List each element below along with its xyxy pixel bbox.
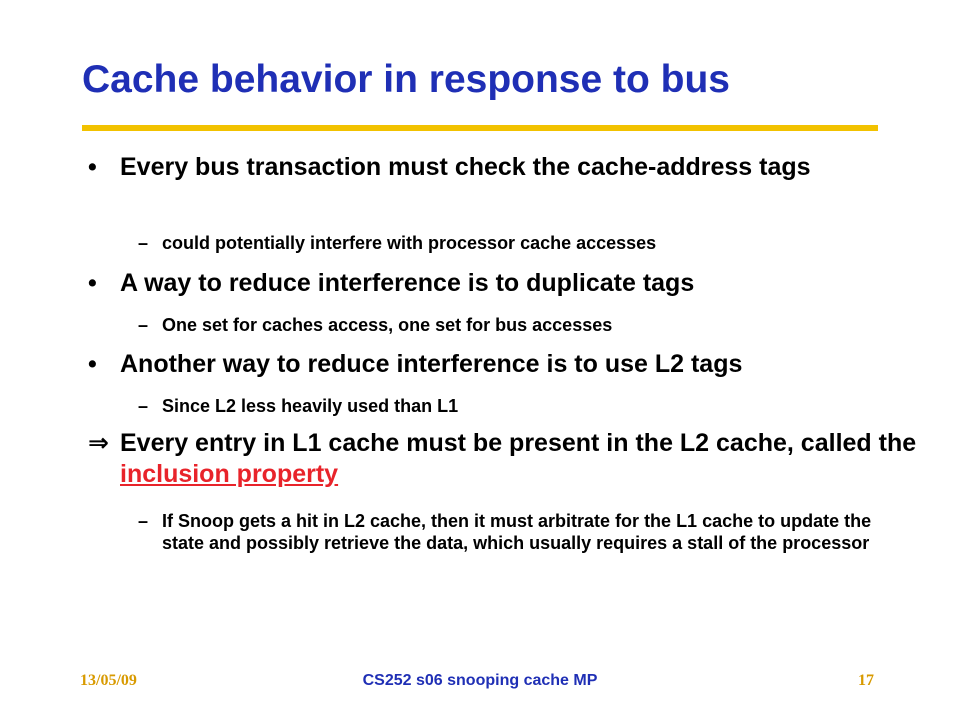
sub-bullet-marker: – [138, 233, 149, 253]
sub-bullet-4-1 [138, 510, 898, 554]
inclusion-property-link[interactable]: inclusion property [120, 460, 339, 488]
bullet-text-prefix: Every entry in L1 cache must be present in the L2 cache, called the [120, 429, 917, 457]
sub-bullet-marker: – [138, 511, 149, 531]
slide-title: Cache behavior in response to bus [82, 58, 730, 101]
sub-bullet-text: If Snoop gets a hit in L2 cache, then it must arbitrate for the L1 cache to update the state and possibly retrieve the data, which usually requires a stall of the processor [162, 511, 872, 553]
bullet-text: Every bus transaction must check the cache-address tags [120, 153, 811, 181]
sub-bullet-text: could potentially interfere with processor cache accesses [162, 233, 657, 253]
sub-bullet-1-1 [138, 232, 898, 254]
sub-bullet-text: One set for caches access, one set for bus accesses [162, 315, 613, 335]
bullet-text [120, 428, 928, 490]
bullet-marker: • [88, 269, 97, 297]
sub-bullet-3-1 [138, 395, 898, 417]
bullet-marker: • [88, 153, 97, 181]
bullet-1 [88, 152, 928, 183]
bullet-4 [88, 428, 928, 490]
sub-bullet-marker: – [138, 315, 149, 335]
bullet-2 [88, 268, 928, 299]
sub-bullet-text: Since L2 less heavily used than L1 [162, 396, 459, 416]
bullet-3 [88, 349, 928, 380]
bullet-text: A way to reduce interference is to duplicate tags [120, 269, 695, 297]
implies-arrow-icon: ⇒ [88, 429, 109, 457]
bullet-marker: • [88, 350, 97, 378]
sub-bullet-2-1 [138, 314, 898, 336]
footer-date: 13/05/09 [80, 672, 137, 689]
footer-title: CS252 s06 snooping cache MP [362, 672, 598, 689]
page-number: 17 [858, 672, 874, 689]
title-underline [82, 125, 878, 131]
bullet-text: Another way to reduce interference is to use L2 tags [120, 350, 743, 378]
sub-bullet-marker: – [138, 396, 149, 416]
